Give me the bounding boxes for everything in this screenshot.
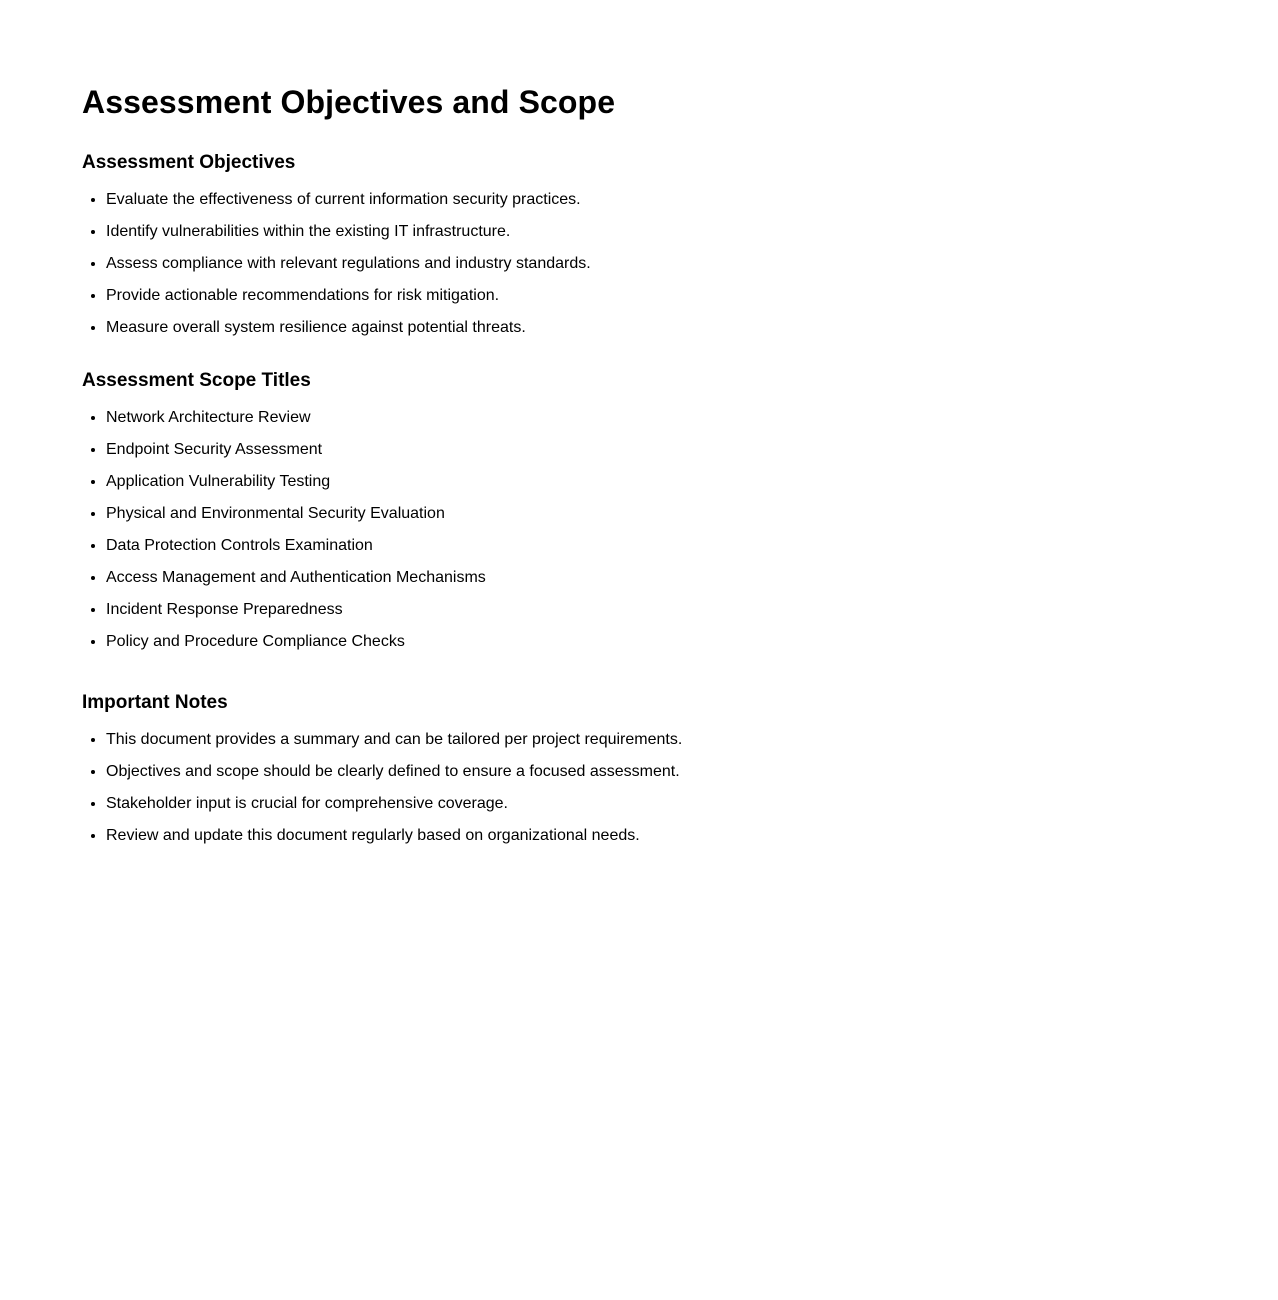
scope-item: • Access Management and Authentication Mechanisms bbox=[106, 568, 1278, 588]
scope-item: • Data Protection Controls Examination bbox=[106, 536, 1278, 556]
notes-section bbox=[82, 691, 1278, 846]
note-item: • Stakeholder input is crucial for comprehensive coverage. bbox=[106, 794, 1278, 814]
scope-item: • Policy and Procedure Compliance Checks bbox=[106, 632, 1278, 652]
note-item: • Review and update this document regularly based on organizational needs. bbox=[106, 826, 1278, 846]
page-title: Assessment Objectives and Scope bbox=[82, 84, 616, 120]
objective-item: • Provide actionable recommendations for risk mitigation. bbox=[106, 286, 1278, 306]
notes-list bbox=[82, 730, 1278, 846]
scope-item: • Endpoint Security Assessment bbox=[106, 440, 1278, 460]
scope-item: • Network Architecture Review bbox=[106, 408, 1278, 428]
objectives-heading: Assessment Objectives bbox=[82, 152, 296, 173]
scope-item: • Incident Response Preparedness bbox=[106, 600, 1278, 620]
note-item: • This document provides a summary and can be tailored per project requirements. bbox=[106, 730, 1278, 750]
objectives-section bbox=[82, 151, 1278, 338]
objective-item: • Evaluate the effectiveness of current information security practices. bbox=[106, 190, 1278, 210]
scope-item: • Application Vulnerability Testing bbox=[106, 472, 1278, 492]
scope-item: • Physical and Environmental Security Evaluation bbox=[106, 504, 1278, 524]
note-item: • Objectives and scope should be clearly defined to ensure a focused assessment. bbox=[106, 762, 1278, 782]
objective-item: • Assess compliance with relevant regulations and industry standards. bbox=[106, 254, 1278, 274]
objective-item: • Measure overall system resilience against potential threats. bbox=[106, 318, 1278, 338]
objective-item: • Identify vulnerabilities within the existing IT infrastructure. bbox=[106, 222, 1278, 242]
scope-section bbox=[82, 369, 1278, 652]
scope-heading: Assessment Scope Titles bbox=[82, 370, 311, 391]
objectives-list bbox=[82, 190, 1278, 338]
scope-list bbox=[82, 408, 1278, 652]
notes-heading: Important Notes bbox=[82, 692, 228, 713]
